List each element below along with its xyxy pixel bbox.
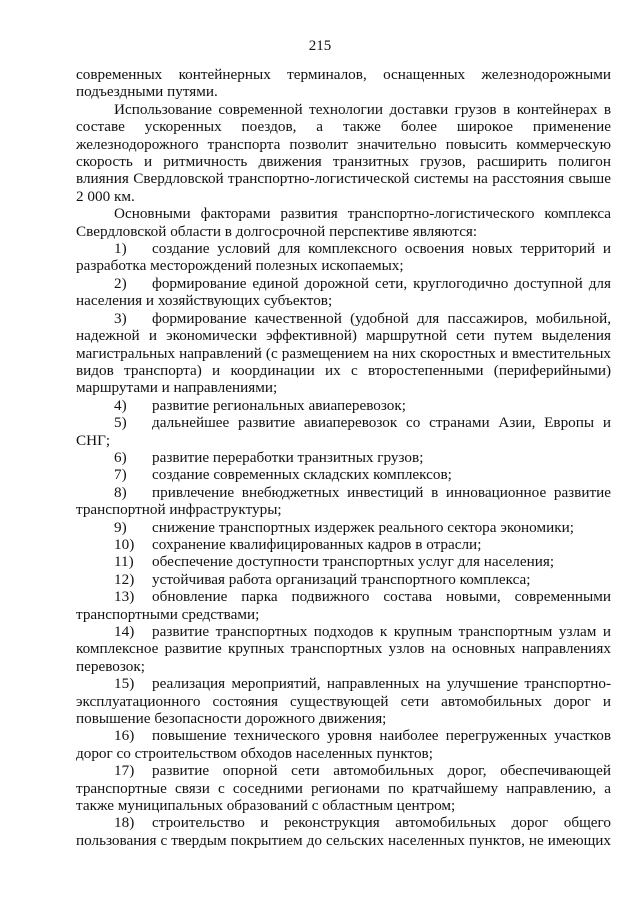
list-item-number: 16) [114,727,135,745]
list-item-text: развитие региональных авиаперевозок; [152,396,406,414]
list-item [76,727,611,762]
list-item-text: развитие переработки транзитных грузов; [152,448,424,466]
list-item [76,397,611,414]
list-item [76,623,611,675]
paragraph: современных контейнерных терминалов, оснащенных железнодорожными подъездными путями. [76,66,611,101]
list-item-number: 2) [114,274,127,292]
paragraph: Использование современной технологии доставки грузов в контейнерах в составе ускоренных поездов, а также более широкое применение железнодорожного транспорта позволит значительно повысить коммерческую скорость и ритмичность движения транзитных грузов, расширить полигон влияния Свердловской транспортно-логистической системы на расстояния свыше 2 000 км. [76,100,611,205]
list-item-text: формирование единой дорожной сети, круглогодично доступной для населения и хозяйствующих субъектов; [76,274,611,310]
list-item-number: 12) [114,570,135,588]
list-item-text: привлечение внебюджетных инвестиций в инновационное развитие транспортной инфраструктуры; [76,483,611,519]
page-number: 215 [308,38,332,54]
list-item [76,588,611,623]
list-item-number: 8) [114,483,127,501]
list-item-text: создание условий для комплексного освоения новых территорий и разработка месторождений полезных ископаемых; [76,240,611,275]
list-item-number: 5) [114,414,127,432]
list-item [76,571,611,588]
list-item [76,310,611,397]
body-text [76,66,611,849]
list-item [76,484,611,519]
list-item [76,814,611,849]
list-item [76,519,611,536]
list-item-number: 6) [114,448,127,466]
list-item [76,536,611,553]
list-item [76,675,611,727]
list-item [76,414,611,449]
paragraph: Основными факторами развития транспортно-логистического комплекса Свердловской области в долгосрочной перспективе являются: [76,205,611,240]
list-item-number: 14) [114,623,135,640]
list-item-number: 17) [114,762,135,780]
list-item-text: создание современных складских комплексов; [152,466,452,484]
list-item-text: развитие опорной сети автомобильных дорог, обеспечивающей транспортные связи с соседними регионами по кратчайшему направлению, а также муниципальных образований с областным центром; [76,762,611,815]
list-item-number: 10) [114,535,135,553]
list-item [76,240,611,275]
list-item-text: формирование качественной (удобной для пассажиров, мобильной, надежной и экономически эффективной) маршрутной сети путем выделения магистральных направлений (с размещением на них скоростных и вместительных видов транспорта) и координации их с второстепенными (периферийными) маршрутами и направлениями; [76,309,611,397]
list-item-text: развитие транспортных подходов к крупным транспортным узлам и комплексное развитие крупных транспортных узлов на основных направлениях перевозок; [76,623,611,675]
list-item [76,275,611,310]
list-item-number: 11) [114,553,134,571]
list-item-text: дальнейшее развитие авиаперевозок со странами Азии, Европы и СНГ; [76,414,611,449]
list-item-number: 9) [114,518,127,536]
list-item [76,466,611,483]
list-item [76,553,611,570]
list-item-number: 4) [114,396,127,414]
list-item-number: 3) [114,309,127,327]
list-item-text: снижение транспортных издержек реального сектора экономики; [152,518,574,536]
list-item-text: обеспечение доступности транспортных услуг для населения; [152,553,555,571]
list-item-number: 1) [114,240,127,258]
list-item [76,449,611,466]
list-item-number: 13) [114,588,135,606]
list-item-text: повышение технического уровня наиболее перегруженных участков дорог со строительством обходов населенных пунктов; [76,727,611,762]
list-item-text: реализация мероприятий, направленных на улучшение транспортно-эксплуатационного состояния существующей сети автомобильных дорог и повышение безопасности дорожного движения; [76,675,611,728]
list-item-text: строительство и реконструкция автомобильных дорог общего пользования с твердым покрытием до сельских населенных пунктов, не имеющих [76,814,611,849]
list-item-text: обновление парка подвижного состава новыми, современными транспортными средствами; [76,588,611,623]
list-item-number: 15) [114,675,135,693]
list-item-text: устойчивая работа организаций транспортного комплекса; [152,570,531,588]
list-item-text: сохранение квалифицированных кадров в отрасли; [152,535,482,553]
list-item-number: 7) [114,466,127,484]
list-item [76,762,611,814]
list-item-number: 18) [114,814,135,832]
